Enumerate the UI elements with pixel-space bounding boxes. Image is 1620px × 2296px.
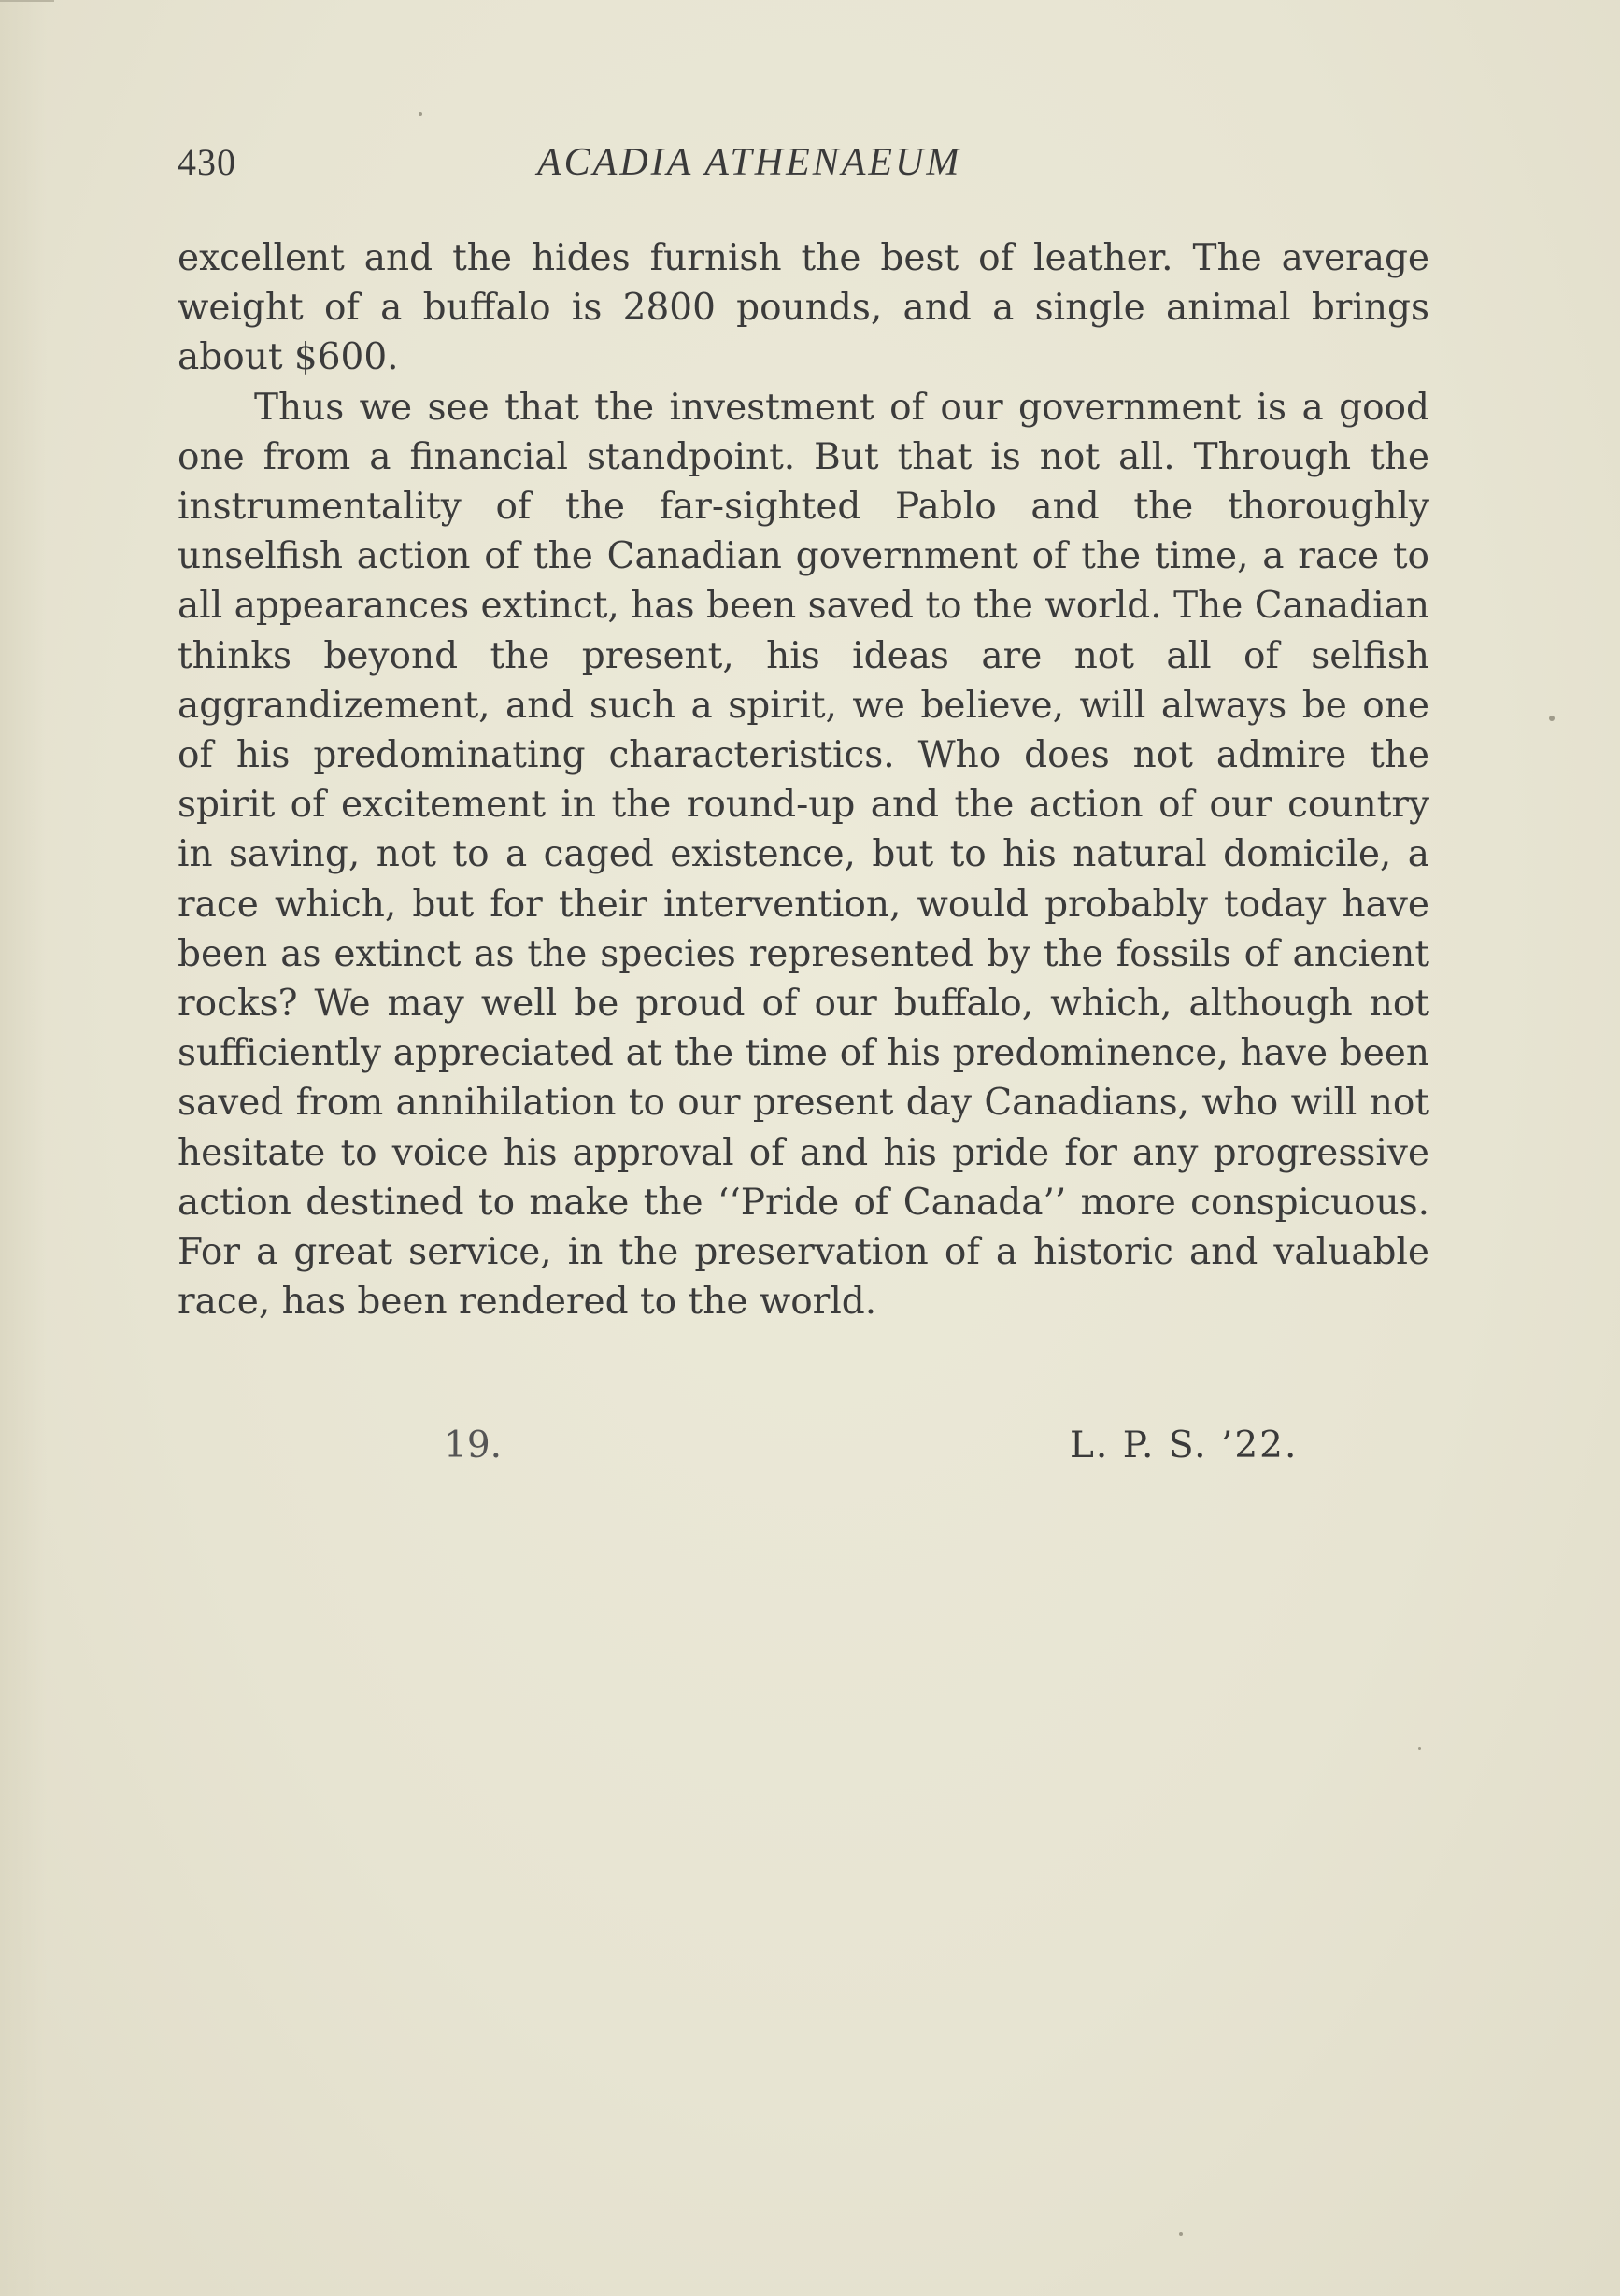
page-header [178, 140, 1429, 196]
stray-handwritten-mark: 19. [444, 1424, 503, 1467]
paper-speck [1418, 1747, 1421, 1750]
page-number: 430 [178, 141, 236, 183]
paper-speck [1549, 716, 1555, 721]
paper-speck [1179, 2232, 1183, 2236]
page-edge-shadow [0, 0, 47, 2296]
paragraph-1: excellent and the hides furnish the best of leather. The average weight of a buffalo is 2800 pounds, and a single animal brings about $600. [178, 237, 1429, 379]
paragraph-2: Thus we see that the investment of our government is a good one from a financial standpoint. But that is not all. Through the instrumentality of the far-sighted Pablo and the thoroughly unselfish action of the Canadian government of the time, a race to all appearances extinct, has been saved to the world. The Canadian thinks beyond the present, his ideas are not all of selfish aggrandizement, and such a spirit, we believe, will always be one of his predominating characteristics. Who does not admire the spirit of excitement in the round-up and the action of our country in saving, not to a caged existence, but to his natural domicile, a race which, but for their intervention, would probably today have been as extinct as the species represented by the fossils of ancient rocks? We may well be proud of our buffalo, which, although not sufficiently appreciated at the time of his predominence, have been saved from annihilation to our present day Canadians, who will not hesitate to voice his approval of and his pride for any progressive action destined to make the ‘‘Pride of Canada’’ more conspicuous. For a great service, in the preservation of a historic and valuable race, has been rendered to the world. [178, 386, 1429, 1324]
page-top-mark [0, 0, 54, 2]
running-title: ACADIA ATHENAEUM [537, 141, 962, 184]
signature-line [178, 1424, 1429, 1481]
author-signature: L. P. S. ’22. [1070, 1424, 1299, 1467]
paper-speck [419, 112, 422, 116]
article-body [178, 234, 1429, 1326]
